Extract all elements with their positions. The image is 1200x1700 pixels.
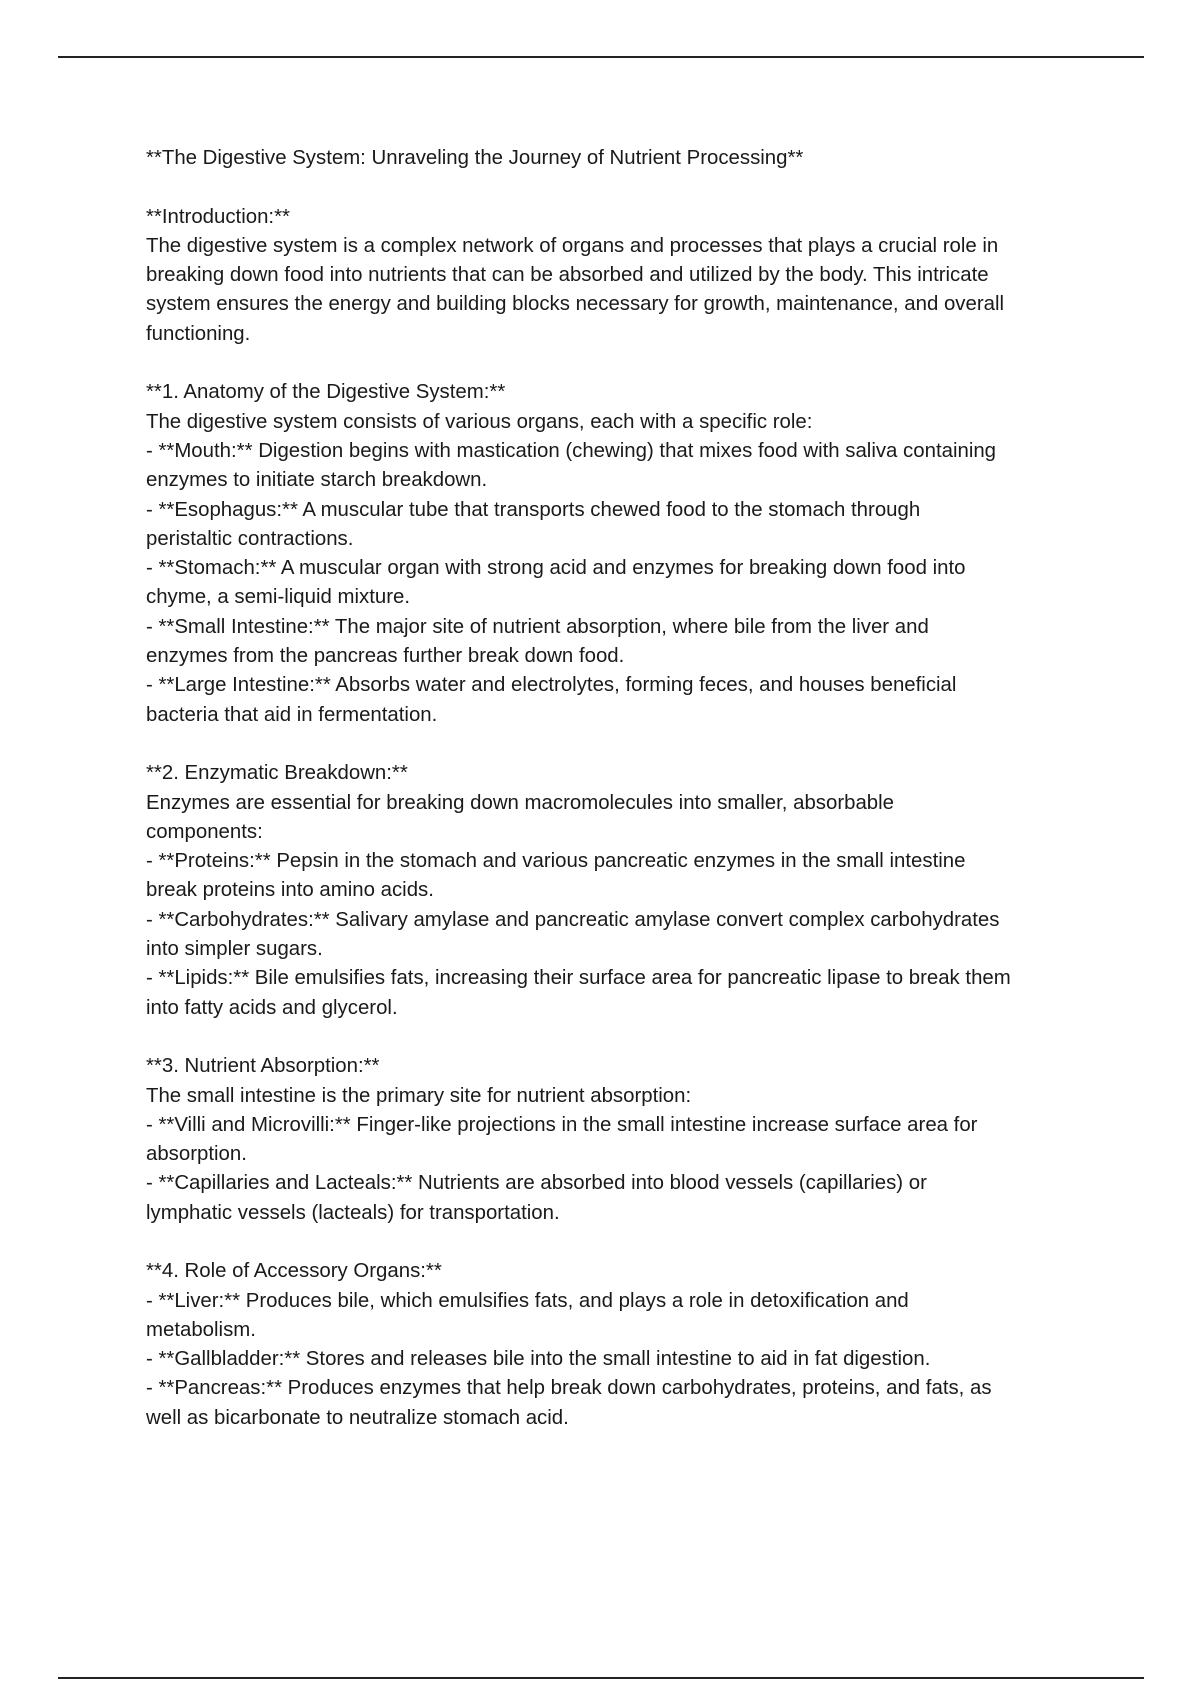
paragraph-line: The digestive system is a complex network of organs and processes that plays a crucial role in — [146, 234, 999, 257]
spacer — [146, 173, 1106, 202]
document-title: **The Digestive System: Unraveling the Journey of Nutrient Processing** — [146, 147, 804, 169]
list-item-line: enzymes to initiate starch breakdown. — [146, 469, 488, 492]
paragraph-line: The small intestine is the primary site for nutrient absorption: — [146, 1084, 692, 1107]
paragraph-line: functioning. — [146, 322, 251, 345]
paragraph-line: system ensures the energy and building blocks necessary for growth, maintenance, and overall — [146, 293, 1005, 316]
list-item-line: - **Pancreas:** Produces enzymes that help break down carbohydrates, proteins, and fats, as — [146, 1377, 992, 1400]
spacer — [146, 349, 1106, 378]
paragraph-line: Enzymes are essential for breaking down macromolecules into smaller, absorbable — [146, 791, 895, 814]
list-item-line: metabolism. — [146, 1318, 256, 1341]
spacer — [146, 730, 1106, 759]
paragraph-line: breaking down food into nutrients that can be absorbed and utilized by the body. This intricate — [146, 264, 989, 287]
list-item-line: peristaltic contractions. — [146, 527, 354, 550]
list-item-line: - **Carbohydrates:** Salivary amylase and pancreatic amylase convert complex carbohydrates — [146, 908, 1000, 931]
top-divider — [58, 56, 1144, 58]
list-item-line: break proteins into amino acids. — [146, 879, 434, 902]
list-item-line: bacteria that aid in fermentation. — [146, 703, 438, 726]
list-item-line: - **Proteins:** Pepsin in the stomach and various pancreatic enzymes in the small intestine — [146, 850, 966, 873]
spacer — [146, 1023, 1106, 1052]
anatomy-section — [146, 378, 1106, 730]
accessory-organs-section — [146, 1257, 1106, 1433]
list-item-line: well as bicarbonate to neutralize stomach acid. — [146, 1406, 569, 1429]
paragraph-line: The digestive system consists of various organs, each with a specific role: — [146, 410, 813, 433]
list-item-line: - **Stomach:** A muscular organ with strong acid and enzymes for breaking down food into — [146, 557, 966, 580]
list-item-line: chyme, a semi-liquid mixture. — [146, 586, 411, 609]
list-item-line: into fatty acids and glycerol. — [146, 996, 398, 1019]
list-item-line: - **Liver:** Produces bile, which emulsifies fats, and plays a role in detoxification and — [146, 1289, 909, 1312]
enzymatic-section — [146, 759, 1106, 1023]
section-heading: **2. Enzymatic Breakdown:** — [146, 762, 408, 785]
list-item-line: lymphatic vessels (lacteals) for transportation. — [146, 1201, 560, 1224]
intro-section — [146, 203, 1106, 349]
list-item-line: into simpler sugars. — [146, 938, 323, 961]
list-item-line: - **Lipids:** Bile emulsifies fats, increasing their surface area for pancreatic lipase to break them — [146, 967, 1011, 990]
section-heading: **3. Nutrient Absorption:** — [146, 1055, 380, 1078]
list-item-line: - **Esophagus:** A muscular tube that transports chewed food to the stomach through — [146, 498, 921, 521]
section-heading: **Introduction:** — [146, 205, 290, 228]
bottom-divider — [58, 1677, 1144, 1679]
list-item-line: - **Small Intestine:** The major site of nutrient absorption, where bile from the liver and — [146, 615, 929, 638]
list-item-line: - **Capillaries and Lacteals:** Nutrients are absorbed into blood vessels (capillaries) or — [146, 1172, 927, 1195]
paragraph-line: components: — [146, 820, 263, 843]
list-item-line: - **Villi and Microvilli:** Finger-like projections in the small intestine increase surface area for — [146, 1113, 978, 1136]
section-heading: **1. Anatomy of the Digestive System:** — [146, 381, 506, 404]
list-item-line: absorption. — [146, 1143, 247, 1166]
list-item-line: enzymes from the pancreas further break down food. — [146, 645, 625, 668]
list-item-line: - **Large Intestine:** Absorbs water and electrolytes, forming feces, and houses beneficial — [146, 674, 957, 697]
document-body — [146, 144, 1106, 1433]
list-item-line: - **Gallbladder:** Stores and releases bile into the small intestine to aid in fat digestion. — [146, 1348, 931, 1371]
list-item-line: - **Mouth:** Digestion begins with mastication (chewing) that mixes food with saliva containing — [146, 439, 997, 462]
section-heading: **4. Role of Accessory Organs:** — [146, 1260, 442, 1283]
absorption-section — [146, 1052, 1106, 1228]
spacer — [146, 1228, 1106, 1257]
